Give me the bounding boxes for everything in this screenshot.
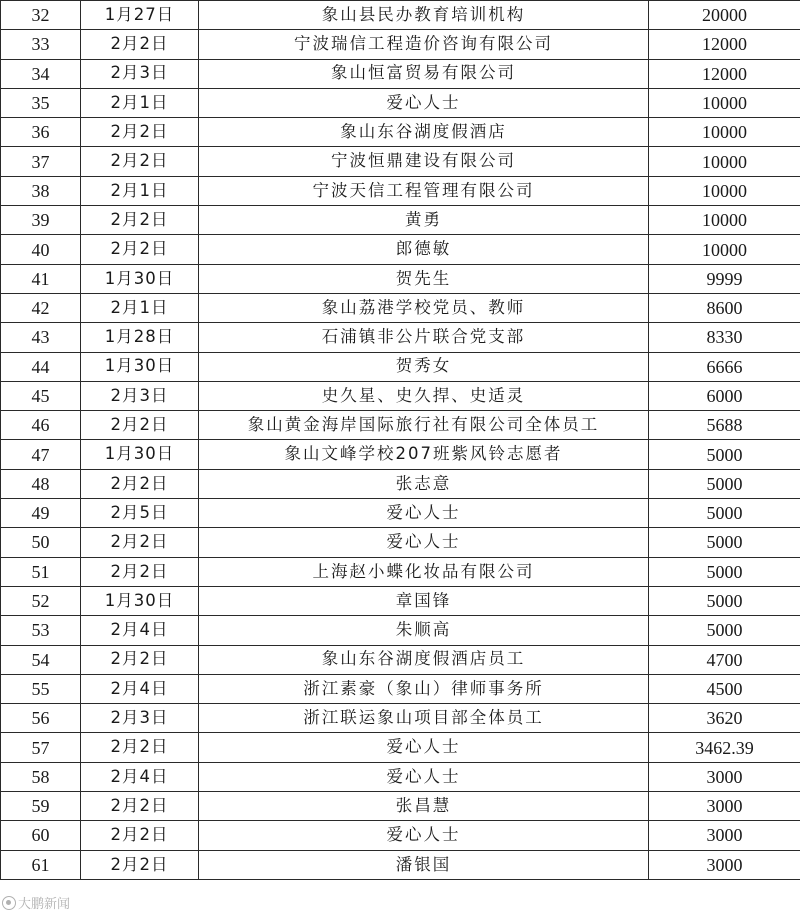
table-row <box>1 499 800 528</box>
table-row <box>1 645 800 674</box>
donation-date: 2月2日 <box>81 733 199 762</box>
row-number: 51 <box>1 557 81 586</box>
row-number: 58 <box>1 762 81 791</box>
table-row <box>1 59 800 88</box>
row-number: 59 <box>1 792 81 821</box>
table-row <box>1 469 800 498</box>
donation-amount: 5000 <box>649 557 800 586</box>
donation-amount: 8330 <box>649 323 800 352</box>
donation-amount: 6666 <box>649 352 800 381</box>
row-number: 43 <box>1 323 81 352</box>
donor-name: 爱心人士 <box>199 88 649 117</box>
table-row <box>1 704 800 733</box>
donor-name: 贺秀女 <box>199 352 649 381</box>
row-number: 38 <box>1 176 81 205</box>
donation-amount: 5000 <box>649 616 800 645</box>
donor-name: 爱心人士 <box>199 762 649 791</box>
donation-date: 2月2日 <box>81 147 199 176</box>
table-row <box>1 586 800 615</box>
donation-date: 1月30日 <box>81 586 199 615</box>
donor-name: 象山黄金海岸国际旅行社有限公司全体员工 <box>199 411 649 440</box>
donor-name: 史久星、史久捍、史适灵 <box>199 381 649 410</box>
table-row <box>1 206 800 235</box>
donor-name: 宁波恒鼎建设有限公司 <box>199 147 649 176</box>
row-number: 60 <box>1 821 81 850</box>
donation-date: 2月5日 <box>81 499 199 528</box>
donation-date: 2月4日 <box>81 762 199 791</box>
donation-amount: 8600 <box>649 293 800 322</box>
table-row <box>1 440 800 469</box>
table-row <box>1 118 800 147</box>
table-row <box>1 821 800 850</box>
donation-amount: 3620 <box>649 704 800 733</box>
donor-name: 象山恒富贸易有限公司 <box>199 59 649 88</box>
donation-date: 2月4日 <box>81 616 199 645</box>
donation-amount: 5000 <box>649 499 800 528</box>
donor-name: 石浦镇非公片联合党支部 <box>199 323 649 352</box>
donation-amount: 4500 <box>649 674 800 703</box>
donor-name: 章国锋 <box>199 586 649 615</box>
donation-date: 2月2日 <box>81 30 199 59</box>
table-row <box>1 235 800 264</box>
donation-amount: 6000 <box>649 381 800 410</box>
donor-name: 爱心人士 <box>199 499 649 528</box>
donation-date: 2月1日 <box>81 88 199 117</box>
donor-name: 爱心人士 <box>199 528 649 557</box>
donor-name: 象山县民办教育培训机构 <box>199 1 649 30</box>
donation-date: 1月28日 <box>81 323 199 352</box>
donation-date: 2月4日 <box>81 674 199 703</box>
donor-name: 张志意 <box>199 469 649 498</box>
table-row <box>1 381 800 410</box>
watermark-text: 大鹏新闻 <box>18 897 71 912</box>
table-row <box>1 264 800 293</box>
table-row <box>1 30 800 59</box>
donation-date: 2月2日 <box>81 645 199 674</box>
watermark-logo-icon <box>2 896 16 910</box>
row-number: 52 <box>1 586 81 615</box>
table-row <box>1 1 800 30</box>
row-number: 46 <box>1 411 81 440</box>
donation-amount: 3000 <box>649 762 800 791</box>
donation-amount: 3462.39 <box>649 733 800 762</box>
donation-amount: 10000 <box>649 235 800 264</box>
row-number: 35 <box>1 88 81 117</box>
table-row <box>1 528 800 557</box>
table-row <box>1 352 800 381</box>
donor-name: 潘银国 <box>199 850 649 879</box>
table-row <box>1 674 800 703</box>
donation-amount: 10000 <box>649 147 800 176</box>
donor-name: 浙江素豪（象山）律师事务所 <box>199 674 649 703</box>
donation-date: 2月2日 <box>81 821 199 850</box>
donor-name: 象山东谷湖度假酒店员工 <box>199 645 649 674</box>
donation-amount: 3000 <box>649 821 800 850</box>
row-number: 53 <box>1 616 81 645</box>
row-number: 47 <box>1 440 81 469</box>
donation-table-body <box>1 1 800 880</box>
row-number: 41 <box>1 264 81 293</box>
table-row <box>1 147 800 176</box>
donation-amount: 12000 <box>649 30 800 59</box>
donor-name: 张昌慧 <box>199 792 649 821</box>
donation-date: 2月2日 <box>81 792 199 821</box>
table-row <box>1 323 800 352</box>
donation-date: 1月30日 <box>81 264 199 293</box>
donation-amount: 3000 <box>649 850 800 879</box>
donation-amount: 20000 <box>649 1 800 30</box>
watermark <box>2 893 70 912</box>
donor-name: 贺先生 <box>199 264 649 293</box>
table-row <box>1 176 800 205</box>
row-number: 40 <box>1 235 81 264</box>
donation-amount: 5000 <box>649 586 800 615</box>
table-row <box>1 616 800 645</box>
donation-date: 2月1日 <box>81 293 199 322</box>
row-number: 37 <box>1 147 81 176</box>
donor-name: 上海赵小蝶化妆品有限公司 <box>199 557 649 586</box>
donation-date: 2月2日 <box>81 206 199 235</box>
donation-amount: 5000 <box>649 440 800 469</box>
donor-name: 浙江联运象山项目部全体员工 <box>199 704 649 733</box>
donor-name: 宁波瑞信工程造价咨询有限公司 <box>199 30 649 59</box>
donation-amount: 10000 <box>649 176 800 205</box>
table-row <box>1 557 800 586</box>
donor-name: 宁波天信工程管理有限公司 <box>199 176 649 205</box>
donation-amount: 5000 <box>649 469 800 498</box>
donor-name: 象山文峰学校207班紫风铃志愿者 <box>199 440 649 469</box>
row-number: 55 <box>1 674 81 703</box>
donor-name: 朱顺高 <box>199 616 649 645</box>
row-number: 36 <box>1 118 81 147</box>
donation-amount: 9999 <box>649 264 800 293</box>
donation-amount: 5000 <box>649 528 800 557</box>
donation-amount: 3000 <box>649 792 800 821</box>
row-number: 32 <box>1 1 81 30</box>
donation-date: 1月30日 <box>81 352 199 381</box>
donation-date: 2月2日 <box>81 469 199 498</box>
table-row <box>1 293 800 322</box>
donor-name: 黄勇 <box>199 206 649 235</box>
row-number: 57 <box>1 733 81 762</box>
row-number: 39 <box>1 206 81 235</box>
row-number: 34 <box>1 59 81 88</box>
donation-amount: 10000 <box>649 206 800 235</box>
donor-name: 象山荔港学校党员、教师 <box>199 293 649 322</box>
donation-date: 2月2日 <box>81 850 199 879</box>
donation-amount: 10000 <box>649 118 800 147</box>
table-row <box>1 88 800 117</box>
table-row <box>1 411 800 440</box>
donation-date: 2月2日 <box>81 528 199 557</box>
donation-amount: 10000 <box>649 88 800 117</box>
donation-date: 2月2日 <box>81 557 199 586</box>
donor-name: 象山东谷湖度假酒店 <box>199 118 649 147</box>
row-number: 42 <box>1 293 81 322</box>
row-number: 49 <box>1 499 81 528</box>
donation-date: 1月27日 <box>81 1 199 30</box>
row-number: 45 <box>1 381 81 410</box>
row-number: 44 <box>1 352 81 381</box>
row-number: 50 <box>1 528 81 557</box>
donation-date: 2月3日 <box>81 59 199 88</box>
donor-name: 爱心人士 <box>199 733 649 762</box>
row-number: 48 <box>1 469 81 498</box>
donation-amount: 4700 <box>649 645 800 674</box>
donation-amount: 12000 <box>649 59 800 88</box>
donor-name: 郎德敏 <box>199 235 649 264</box>
table-row <box>1 792 800 821</box>
table-row <box>1 733 800 762</box>
donation-date: 2月2日 <box>81 118 199 147</box>
donor-name: 爱心人士 <box>199 821 649 850</box>
donation-date: 2月3日 <box>81 704 199 733</box>
donation-amount: 5688 <box>649 411 800 440</box>
row-number: 54 <box>1 645 81 674</box>
table-row <box>1 850 800 879</box>
donation-date: 2月2日 <box>81 235 199 264</box>
donation-date: 1月30日 <box>81 440 199 469</box>
table-row <box>1 762 800 791</box>
donation-date: 2月1日 <box>81 176 199 205</box>
donation-date: 2月2日 <box>81 411 199 440</box>
row-number: 33 <box>1 30 81 59</box>
row-number: 61 <box>1 850 81 879</box>
row-number: 56 <box>1 704 81 733</box>
donation-date: 2月3日 <box>81 381 199 410</box>
